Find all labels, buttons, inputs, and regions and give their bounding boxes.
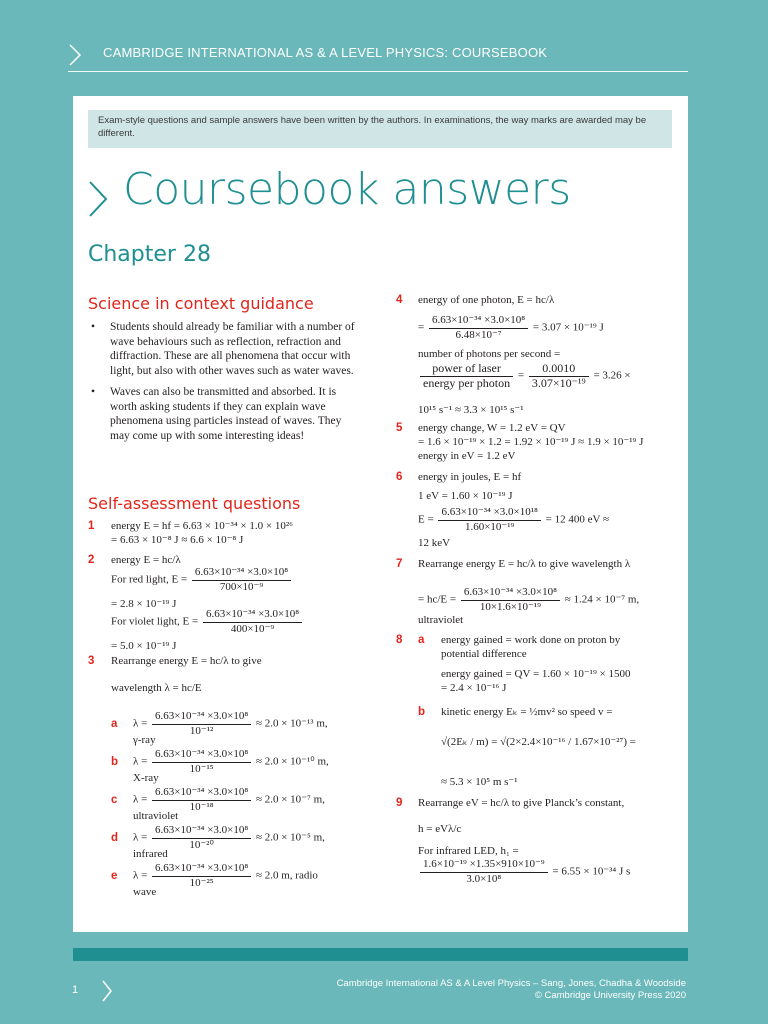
question-number: 8	[396, 634, 403, 646]
section-heading-context: Science in context guidance	[88, 294, 314, 313]
fraction	[420, 362, 513, 390]
part-letter: a	[111, 718, 118, 730]
red-light-label: For red light, E =	[111, 573, 188, 586]
sqrt-expression: 2×2.4×10⁻¹⁶ / 1.67×10⁻²⁷	[509, 736, 624, 748]
answer-line: λ = $\frac{\text{6.63×10⁻³⁴ ×3.0×10⁸}}{\text{10⁻¹⁵}}$ ≈ 2.0 × 10⁻¹⁰ m,	[133, 748, 329, 775]
footer-authors: Cambridge International AS & A Level Physics – Sang, Jones, Chadha & Woodside	[336, 978, 686, 989]
answer-line: number of photons per second =	[418, 348, 561, 360]
question-number: 4	[396, 294, 403, 306]
denominator: 400×10⁻⁹	[230, 622, 275, 635]
answer-line: ultraviolet	[418, 614, 464, 626]
part-letter: a	[418, 634, 425, 646]
numerator: 6.63×10⁻³⁴ ×3.0×10⁸	[152, 824, 251, 839]
denominator: 1.60×10⁻¹⁹	[464, 520, 515, 533]
denominator: 10⁻¹⁸	[189, 800, 214, 813]
denominator: 700×10⁻⁹	[219, 580, 264, 593]
numerator: 6.63×10⁻³⁴ ×3.0×10⁸	[152, 786, 251, 801]
answer-line: energy gained = QV = 1.60 × 10⁻¹⁹ × 1500	[441, 668, 631, 680]
answer-line: energy E = hf = 6.63 × 10⁻³⁴ × 1.0 × 10²⁶	[111, 520, 293, 532]
part-letter: b	[418, 706, 426, 718]
result: ≈ 2.0 × 10⁻⁷ m,	[255, 793, 325, 806]
question-number: 6	[396, 471, 403, 483]
part-letter: e	[111, 870, 118, 882]
list-item: • Students should already be familiar with a number of wave behaviours such as reflection, refraction and diffraction. These are all phenomena that occur with light, but also with other waves such as water waves.	[88, 320, 356, 378]
answer-line: λ = $\frac{\text{6.63×10⁻³⁴ ×3.0×10⁸}}{\text{10⁻²⁰}}$ ≈ 2.0 × 10⁻⁵ m,	[133, 824, 325, 851]
answer-line	[418, 506, 609, 534]
question-number: 3	[88, 655, 95, 667]
answer-line: energy gained = work done on proton by	[441, 634, 621, 646]
list-item: • Waves can also be transmitted and absorbed. It is worth asking students if they can explain wave phenomena using particles instead of waves. They may come up with some interesting ideas!	[88, 385, 356, 443]
chevron-right-icon	[68, 44, 82, 66]
numerator: 6.63×10⁻³⁴ ×3.0×10⁸	[152, 710, 251, 725]
fraction	[203, 608, 302, 636]
fraction	[420, 858, 548, 886]
denominator: 10×1.6×10⁻¹⁹	[479, 600, 541, 613]
denominator: 10⁻²⁰	[189, 838, 214, 851]
answer-line: Rearrange eV = hc/λ to give Planck’s constant,	[418, 797, 625, 809]
fraction	[152, 748, 251, 776]
numerator: 6.63×10⁻³⁴ ×3.0×10⁸	[429, 314, 528, 329]
answer-line: λ = $\frac{\text{6.63×10⁻³⁴ ×3.0×10⁸}}{\text{10⁻²⁵}}$ ≈ 2.0 m, radio	[133, 862, 318, 889]
numerator: 6.63×10⁻³⁴ ×3.0×10⁸	[192, 566, 291, 581]
result: = 6.55 × 10⁻³⁴ J s	[552, 865, 631, 878]
denominator: 3.07×10⁻¹⁹	[531, 375, 586, 390]
fraction	[152, 862, 251, 890]
page-content	[73, 96, 688, 932]
question-number: 9	[396, 797, 403, 809]
numerator: 6.63×10⁻³⁴ ×3.0×10⁸	[203, 608, 302, 623]
numerator: 6.63×10⁻³⁴ ×3.0×10⁸	[152, 748, 251, 763]
answer-line: 1 eV = 1.60 × 10⁻¹⁹ J	[418, 490, 513, 502]
answer-line: = hc/E = $\frac{\text{6.63×10⁻³⁴ ×3.0×10⁸}}{\text{10×1.6×10⁻¹⁹}}$ ≈ 1.24 × 10⁻⁷ m,	[418, 586, 640, 613]
part-letter: d	[111, 832, 119, 844]
page-number: 1	[72, 984, 79, 996]
fraction	[152, 710, 251, 738]
answer-line: For infrared LED, h₁ =	[418, 845, 519, 857]
answer-line: wavelength λ = hc/E	[111, 682, 202, 694]
answer-line	[111, 608, 304, 636]
answer-line	[418, 858, 630, 886]
copyright-footer	[337, 978, 686, 1002]
answer-line: 10¹⁵ s⁻¹ ≈ 3.3 × 10¹⁵ s⁻¹	[418, 404, 524, 416]
sqrt-expression: 2Eₖ / m	[450, 736, 485, 748]
fraction	[192, 566, 291, 594]
answer-line: ≈ 5.3 × 10⁵ m s⁻¹	[441, 776, 518, 788]
numerator: 6.63×10⁻³⁴ ×3.0×10⁸	[152, 862, 251, 877]
footer-band	[73, 948, 688, 961]
denominator: 10⁻¹²	[189, 724, 214, 737]
numerator: 6.63×10⁻³⁴ ×3.0×10¹⁸	[438, 506, 540, 521]
result: ≈ 2.0 × 10⁻¹⁰ m,	[255, 755, 329, 768]
numerator: 1.6×10⁻¹⁹ ×1.35×910×10⁻⁹	[420, 858, 548, 873]
answer-line: = 2.4 × 10⁻¹⁶ J	[441, 682, 507, 694]
answer-line: kinetic energy Eₖ = ½mv² so speed v =	[441, 706, 613, 718]
book-title: CAMBRIDGE INTERNATIONAL AS & A LEVEL PHYSICS: COURSEBOOK	[103, 45, 548, 60]
answer-line: 12 keV	[418, 537, 451, 549]
radiation-type: X-ray	[133, 772, 159, 784]
answer-line: Rearrange energy E = hc/λ to give wavelength λ	[418, 558, 631, 570]
label: E =	[418, 513, 434, 526]
result: = 3.26 ×	[593, 369, 631, 382]
answer-line: energy in joules, E = hf	[418, 471, 522, 483]
radiation-type: ultraviolet	[133, 810, 179, 822]
question-number: 5	[396, 422, 403, 434]
answer-line: = 1.6 × 10⁻¹⁹ × 1.2 = 1.92 × 10⁻¹⁹ J ≈ 1.9 × 10⁻¹⁹ J	[418, 436, 644, 448]
running-header	[0, 0, 768, 72]
question-number: 2	[88, 554, 95, 566]
answer-line: energy of one photon, E = hc/λ	[418, 294, 555, 306]
fraction	[461, 586, 560, 614]
answer-line: potential difference	[441, 648, 527, 660]
result: ≈ 2.0 × 10⁻⁵ m,	[255, 831, 325, 844]
header-divider	[68, 71, 688, 72]
answer-line: h = eVλ/c	[418, 823, 462, 835]
denominator: 3.0×10⁸	[466, 872, 502, 885]
question-number: 7	[396, 558, 403, 570]
answer-line: λ = $\frac{\text{6.63×10⁻³⁴ ×3.0×10⁸}}{\text{10⁻¹⁸}}$ ≈ 2.0 × 10⁻⁷ m,	[133, 786, 325, 813]
footer-copyright: © Cambridge University Press 2020	[534, 990, 686, 1001]
chevron-right-icon	[87, 180, 109, 218]
numerator: 6.63×10⁻³⁴ ×3.0×10⁸	[461, 586, 560, 601]
fraction	[429, 314, 528, 342]
question-number: 1	[88, 520, 95, 532]
answer-line: Rearrange energy E = hc/λ to give	[111, 655, 262, 667]
result: ≈ 2.0 × 10⁻¹³ m,	[255, 717, 328, 730]
answer-line: energy E = hc/λ	[111, 554, 181, 566]
answer-line: energy change, W = 1.2 eV = QV	[418, 422, 566, 434]
answer-line	[111, 566, 293, 594]
radiation-type: infrared	[133, 848, 168, 860]
result: ≈ 1.24 × 10⁻⁷ m,	[564, 593, 640, 606]
part-letter: b	[111, 756, 119, 768]
answer-line: √(2Eₖ / m) = √(2×2.4×10⁻¹⁶ / 1.67×10⁻²⁷) =	[441, 736, 636, 748]
numerator: 0.0010	[529, 362, 589, 377]
guidance-list	[88, 320, 356, 450]
violet-light-label: For violet light, E =	[111, 615, 199, 628]
denominator: 10⁻¹⁵	[189, 762, 214, 775]
answer-line: energy in eV = 1.2 eV	[418, 450, 516, 462]
numerator: power of laser	[420, 362, 513, 377]
denominator: 10⁻²⁵	[189, 876, 214, 889]
exam-notice: Exam-style questions and sample answers have been written by the authors. In examinations, the way marks are awarded may be different.	[88, 110, 672, 148]
answer-line: = 2.8 × 10⁻¹⁹ J	[111, 598, 177, 610]
result: = 12 400 eV ≈	[545, 513, 609, 526]
denominator: energy per photon	[423, 375, 511, 390]
page-title: Coursebook answers	[123, 164, 571, 215]
result: ≈ 2.0 m, radio	[255, 869, 318, 882]
chevron-right-icon[interactable]	[101, 980, 113, 1002]
radiation-type: wave	[133, 886, 157, 898]
answer-line: λ = $\frac{\text{6.63×10⁻³⁴ ×3.0×10⁸}}{\text{10⁻¹²}}$ ≈ 2.0 × 10⁻¹³ m,	[133, 710, 328, 737]
answer-line: = 6.63 × 10⁻⁸ J ≈ 6.6 × 10⁻⁸ J	[111, 534, 244, 546]
result: = 3.07 × 10⁻¹⁹ J	[532, 321, 604, 334]
fraction	[529, 362, 589, 390]
radiation-type: γ-ray	[133, 734, 156, 746]
answer-line: $\frac{\text{power of laser}}{\text{energy per photon}}$ = $\frac{0.0010}{\text{3.07×10⁻¹⁹}}$ = 3.26 ×	[418, 362, 631, 390]
answer-line: = 5.0 × 10⁻¹⁹ J	[111, 640, 177, 652]
chapter-heading: Chapter 28	[88, 242, 211, 267]
denominator: 6.48×10⁻⁷	[455, 328, 502, 341]
part-letter: c	[111, 794, 118, 806]
section-heading-self-assessment: Self-assessment questions	[88, 494, 301, 513]
answer-line: = $\frac{\text{6.63×10⁻³⁴ ×3.0×10⁸}}{\text{6.48×10⁻⁷}}$ = 3.07 × 10⁻¹⁹ J	[418, 314, 604, 341]
fraction	[438, 506, 540, 534]
